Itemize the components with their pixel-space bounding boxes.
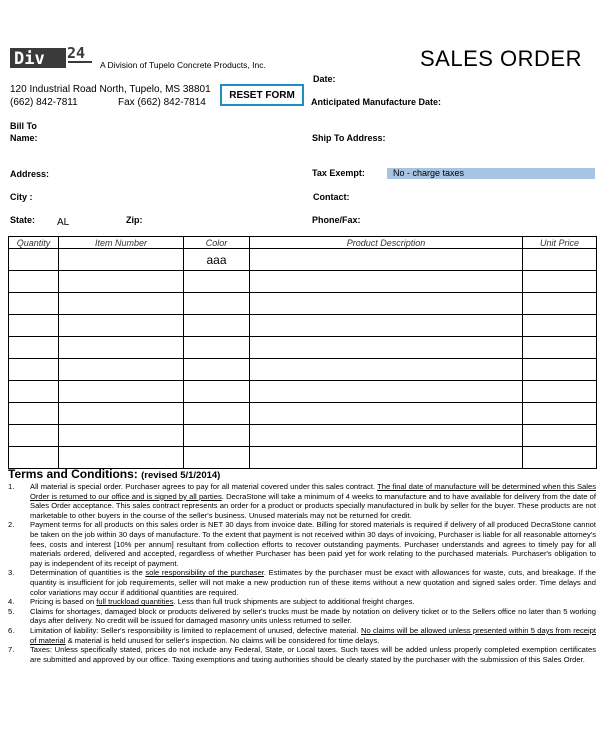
quantity-cell[interactable]	[9, 447, 59, 469]
item-number-cell[interactable]	[59, 249, 184, 271]
table-row	[9, 381, 597, 403]
item-number-cell[interactable]	[59, 337, 184, 359]
unit-price-cell[interactable]	[523, 447, 597, 469]
quantity-cell[interactable]	[9, 271, 59, 293]
table-row	[9, 315, 597, 337]
color-cell[interactable]	[184, 403, 250, 425]
term-text: Pricing is based on full truckload quantities. Less than full truck shipments are subject to additional freight charges.	[30, 597, 415, 607]
unit-price-cell[interactable]	[523, 359, 597, 381]
description-cell[interactable]	[250, 359, 523, 381]
color-cell[interactable]: aaa	[184, 249, 250, 271]
logo-text: Div	[14, 49, 45, 69]
term-text: Determination of quantities is the sole responsibility of the purchaser. Estimates by the purchaser must be exact with allowances for waste, cuts, and breakage. If the quantity is insufficient for job requirements, seller will not make a new production run of these items without a new quotation and signed sales order. Time delays and color variations may occur if additional quantities are required.	[30, 568, 596, 597]
term-number: 2.	[8, 520, 15, 530]
phone-fax-label: Phone/Fax:	[312, 215, 361, 225]
quantity-cell[interactable]	[9, 359, 59, 381]
item-number-cell[interactable]	[59, 271, 184, 293]
tax-exempt-label: Tax Exempt:	[312, 168, 365, 178]
column-product-description: Product Description	[250, 237, 523, 249]
column-quantity: Quantity	[9, 237, 59, 249]
description-cell[interactable]	[250, 315, 523, 337]
unit-price-cell[interactable]	[523, 337, 597, 359]
anticipated-date-label: Anticipated Manufacture Date:	[311, 97, 442, 107]
color-cell[interactable]	[184, 315, 250, 337]
column-unit-price: Unit Price	[523, 237, 597, 249]
list-item	[8, 520, 596, 568]
term-text: Claims for shortages, damaged block or products delivered by seller's trucks must be made by notation on delivery ticket or to the Sellers office no later than 5 working days after delivery. No credit will be issued for damaged masonry units unless returned to seller.	[30, 606, 596, 626]
quantity-cell[interactable]	[9, 293, 59, 315]
term-text: Payment terms for all products on this sales order is NET 30 days from invoice date. Billing for stored materials is required if delivery of all produced DecraStone cannot be taken on the job within 30 days of manufacture. To the extent that payment is not received within 30 days of invoicing, Purchaser is liable for all reasonable attorney's fees, costs and interest [10% per annum] resultant from collection efforts to recover outstanding payments. Purchaser understands and agrees to timely pay for all materials ordered, delivered and accepted, regardless of whether Purchaser has been paid yet for work relating to the purchased materials. Purchaser's obligation to pay is independent of its receipt of payment.	[30, 520, 596, 568]
state-value[interactable]: AL	[57, 217, 70, 228]
item-number-cell[interactable]	[59, 403, 184, 425]
quantity-cell[interactable]	[9, 249, 59, 271]
table-row	[9, 359, 597, 381]
description-cell[interactable]	[250, 293, 523, 315]
list-item	[8, 568, 596, 597]
list-item	[8, 607, 596, 626]
list-item	[8, 482, 596, 520]
state-label: State:	[10, 215, 36, 225]
contact-label: Contact:	[313, 192, 350, 202]
table-row	[9, 403, 597, 425]
table-row	[9, 293, 597, 315]
reset-form-button[interactable]: RESET FORM	[220, 84, 304, 106]
list-item	[8, 645, 596, 664]
description-cell[interactable]	[250, 271, 523, 293]
color-cell[interactable]	[184, 337, 250, 359]
company-logo	[10, 44, 94, 70]
column-item-number: Item Number	[59, 237, 184, 249]
description-cell[interactable]	[250, 381, 523, 403]
unit-price-cell[interactable]	[523, 293, 597, 315]
city-label: City :	[10, 192, 33, 202]
quantity-cell[interactable]	[9, 315, 59, 337]
description-cell[interactable]	[250, 337, 523, 359]
terms-title: Terms and Conditions:	[8, 467, 138, 481]
table-row	[9, 447, 597, 469]
table-header-row	[9, 237, 597, 249]
order-items-table	[8, 236, 597, 469]
quantity-cell[interactable]	[9, 425, 59, 447]
logo-number: 24	[67, 44, 86, 62]
unit-price-cell[interactable]	[523, 315, 597, 337]
address-label: Address:	[10, 169, 50, 179]
color-cell[interactable]	[184, 271, 250, 293]
unit-price-cell[interactable]	[523, 249, 597, 271]
term-number: 4.	[8, 597, 15, 607]
term-number: 7.	[8, 645, 15, 655]
company-phone: (662) 842-7811	[10, 97, 78, 108]
description-cell[interactable]	[250, 249, 523, 271]
color-cell[interactable]	[184, 447, 250, 469]
table-row	[9, 249, 597, 271]
term-number: 1.	[8, 482, 15, 491]
company-address: 120 Industrial Road North, Tupelo, MS 38801	[10, 84, 211, 95]
company-fax: Fax (662) 842-7814	[118, 97, 206, 108]
item-number-cell[interactable]	[59, 359, 184, 381]
item-number-cell[interactable]	[59, 381, 184, 403]
item-number-cell[interactable]	[59, 425, 184, 447]
quantity-cell[interactable]	[9, 403, 59, 425]
term-text: Taxes: Unless specifically stated, prices do not include any Federal, State, or Local taxes. Such taxes will be added unless properly completed exemption certificates are submitted and approved by our office. Taxing exemptions and taxing authorities should be clearly stated by the purchaser with the submission of this Sales Order.	[30, 645, 596, 664]
table-row	[9, 271, 597, 293]
unit-price-cell[interactable]	[523, 425, 597, 447]
tax-exempt-select[interactable]: No - charge taxes	[387, 168, 595, 179]
date-label: Date:	[313, 74, 336, 84]
table-row	[9, 337, 597, 359]
list-item	[8, 626, 596, 645]
column-color: Color	[184, 237, 250, 249]
description-cell[interactable]	[250, 447, 523, 469]
unit-price-cell[interactable]	[523, 403, 597, 425]
unit-price-cell[interactable]	[523, 271, 597, 293]
item-number-cell[interactable]	[59, 447, 184, 469]
term-number: 3.	[8, 568, 15, 578]
item-number-cell[interactable]	[59, 315, 184, 337]
terms-list	[8, 482, 596, 664]
page-title: SALES ORDER	[420, 46, 582, 71]
name-label: Name:	[10, 133, 38, 143]
term-text: All material is special order. Purchaser agrees to pay for all material covered under this sales contract. The final date of manufacture will be determined when this Sales Order is returned to our office and is signed by all parties. DecraStone will take a minimum of 4 weeks to manufacture and to have available for delivery from the date of Sales Order acceptance. This sales contract represents an order for a product or products specially manufactured in bulk by seller for the buyer. These products are not marketable to other buyers in the course of the seller's business. Unused materials may not be returned for credit.	[30, 482, 597, 520]
unit-price-cell[interactable]	[523, 381, 597, 403]
color-cell[interactable]	[184, 359, 250, 381]
color-cell[interactable]	[184, 293, 250, 315]
ship-to-label: Ship To Address:	[312, 133, 386, 143]
color-cell[interactable]	[184, 425, 250, 447]
bill-to-label: Bill To	[10, 121, 37, 131]
item-number-cell[interactable]	[59, 293, 184, 315]
zip-label: Zip:	[126, 215, 143, 225]
description-cell[interactable]	[250, 425, 523, 447]
terms-revised: (revised 5/1/2014)	[141, 470, 221, 481]
quantity-cell[interactable]	[9, 381, 59, 403]
color-cell[interactable]	[184, 381, 250, 403]
term-number: 5.	[8, 606, 15, 616]
division-text: A Division of Tupelo Concrete Products, Inc.	[100, 60, 266, 70]
table-row	[9, 425, 597, 447]
terms-heading	[8, 467, 220, 481]
list-item	[8, 597, 596, 607]
term-text: Limitation of liability: Seller's responsibility is limited to replacement of unused, defective material. No claims will be allowed unless presented within 5 days from receipt of material & material is held unused for seller's inspection. No claims will be considered for time delays.	[30, 625, 596, 645]
description-cell[interactable]	[250, 403, 523, 425]
quantity-cell[interactable]	[9, 337, 59, 359]
term-number: 6.	[8, 625, 15, 635]
